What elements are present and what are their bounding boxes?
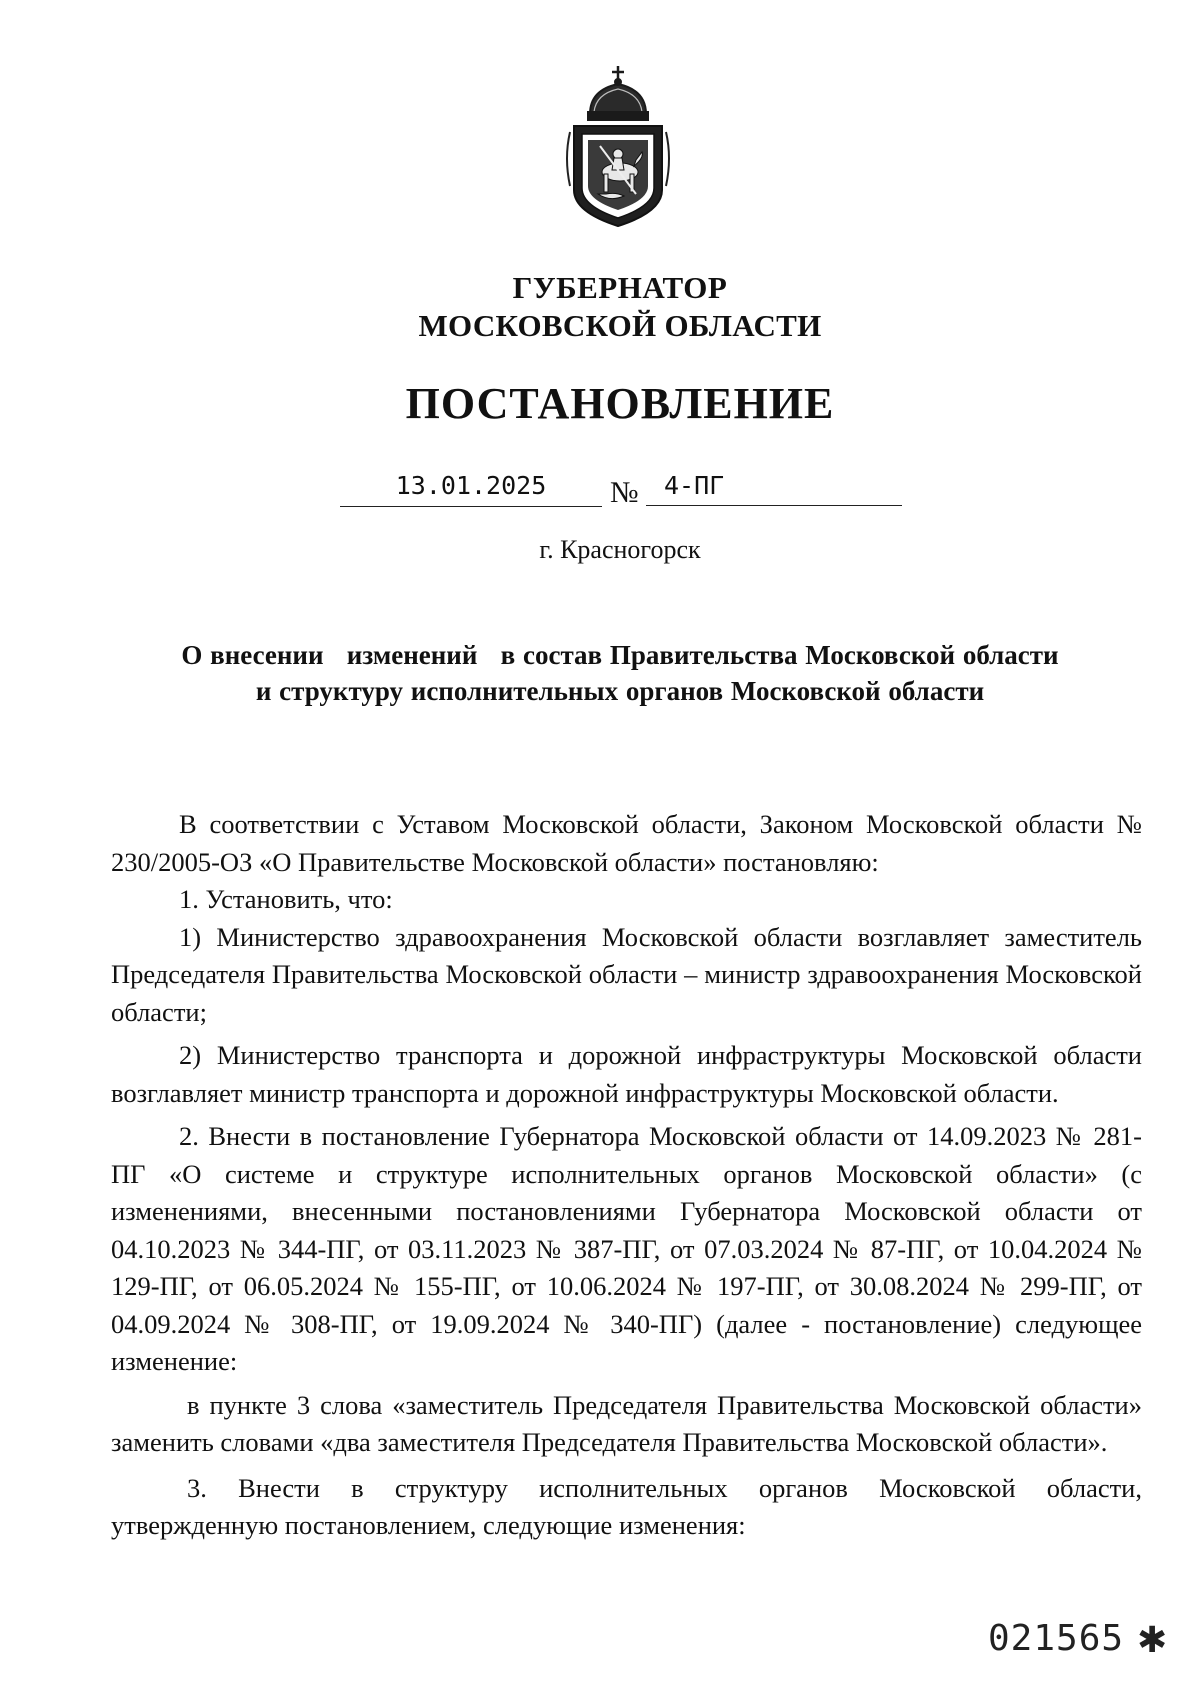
document-date: 13.01.2025 (340, 470, 602, 507)
document-subject (110, 637, 1130, 709)
document-subject-line1: О внесении изменений в состав Правительства Московской области (181, 640, 1059, 670)
paragraph-item-1: 1. Установить, что: (179, 884, 393, 914)
paragraph-preamble: В соответствии с Уставом Московской области, Законом Московской области № 230/2005-ОЗ «О Правительстве Московской области» постановляю: (111, 809, 1142, 877)
document-type-title: ПОСТАНОВЛЕНИЕ (405, 379, 835, 428)
coat-of-arms-icon (560, 62, 676, 232)
document-body (111, 806, 1142, 1545)
paragraph-item-1-1: 1) Министерство здравоохранения Московской области возглавляет заместитель Председателя Правительства Московской области – министр здравоохранения Московской области; (111, 921, 1142, 1027)
authority-title-line2: МОСКОВСКОЙ ОБЛАСТИ (418, 308, 822, 343)
authority-title-line1: ГУБЕРНАТОР (512, 270, 728, 305)
form-serial-number: 021565 (988, 1618, 1125, 1659)
serial-mark-icon: ✱ (1137, 1620, 1168, 1661)
number-sign: № (610, 476, 639, 509)
paragraph-item-1-2: 2) Министерство транспорта и дорожной инфраструктуры Московской области возглавляет министр транспорта и дорожной инфраструктуры Московской области. (111, 1040, 1142, 1108)
paragraph-item-2: 2. Внести в постановление Губернатора Московской области от 14.09.2023 № 281-ПГ «О системе и структуре исполнительных органов Московской области» (с изменениями, внесенными постановлениями Губернатора Московской области от 04.10.2023 № 344-ПГ, от 03.11.2023 № 387-ПГ, от 07.03.2024 № 87-ПГ, от 10.04.2024 № 129-ПГ, от 06.05.2024 № 155-ПГ, от 10.06.2024 № 197-ПГ, от 30.08.2024 № 299-ПГ, от 04.09.2024 № 308-ПГ, от 19.09.2024 № 340-ПГ) (далее - постановление) следующее изменение: (111, 1121, 1142, 1376)
paragraph-item-3: 3. Внести в структуру исполнительных органов Московской области, утвержденную постановлением, следующие изменения: (111, 1472, 1142, 1540)
paragraph-item-2-change: в пункте 3 слова «заместитель Председателя Правительства Московской области» заменить словами «два заместителя Председателя Правительства Московской области». (111, 1389, 1142, 1457)
issue-city: г. Красногорск (539, 535, 701, 564)
document-number: 4-ПГ (646, 470, 902, 506)
document-subject-line2: и структуру исполнительных органов Московской области (255, 676, 985, 706)
